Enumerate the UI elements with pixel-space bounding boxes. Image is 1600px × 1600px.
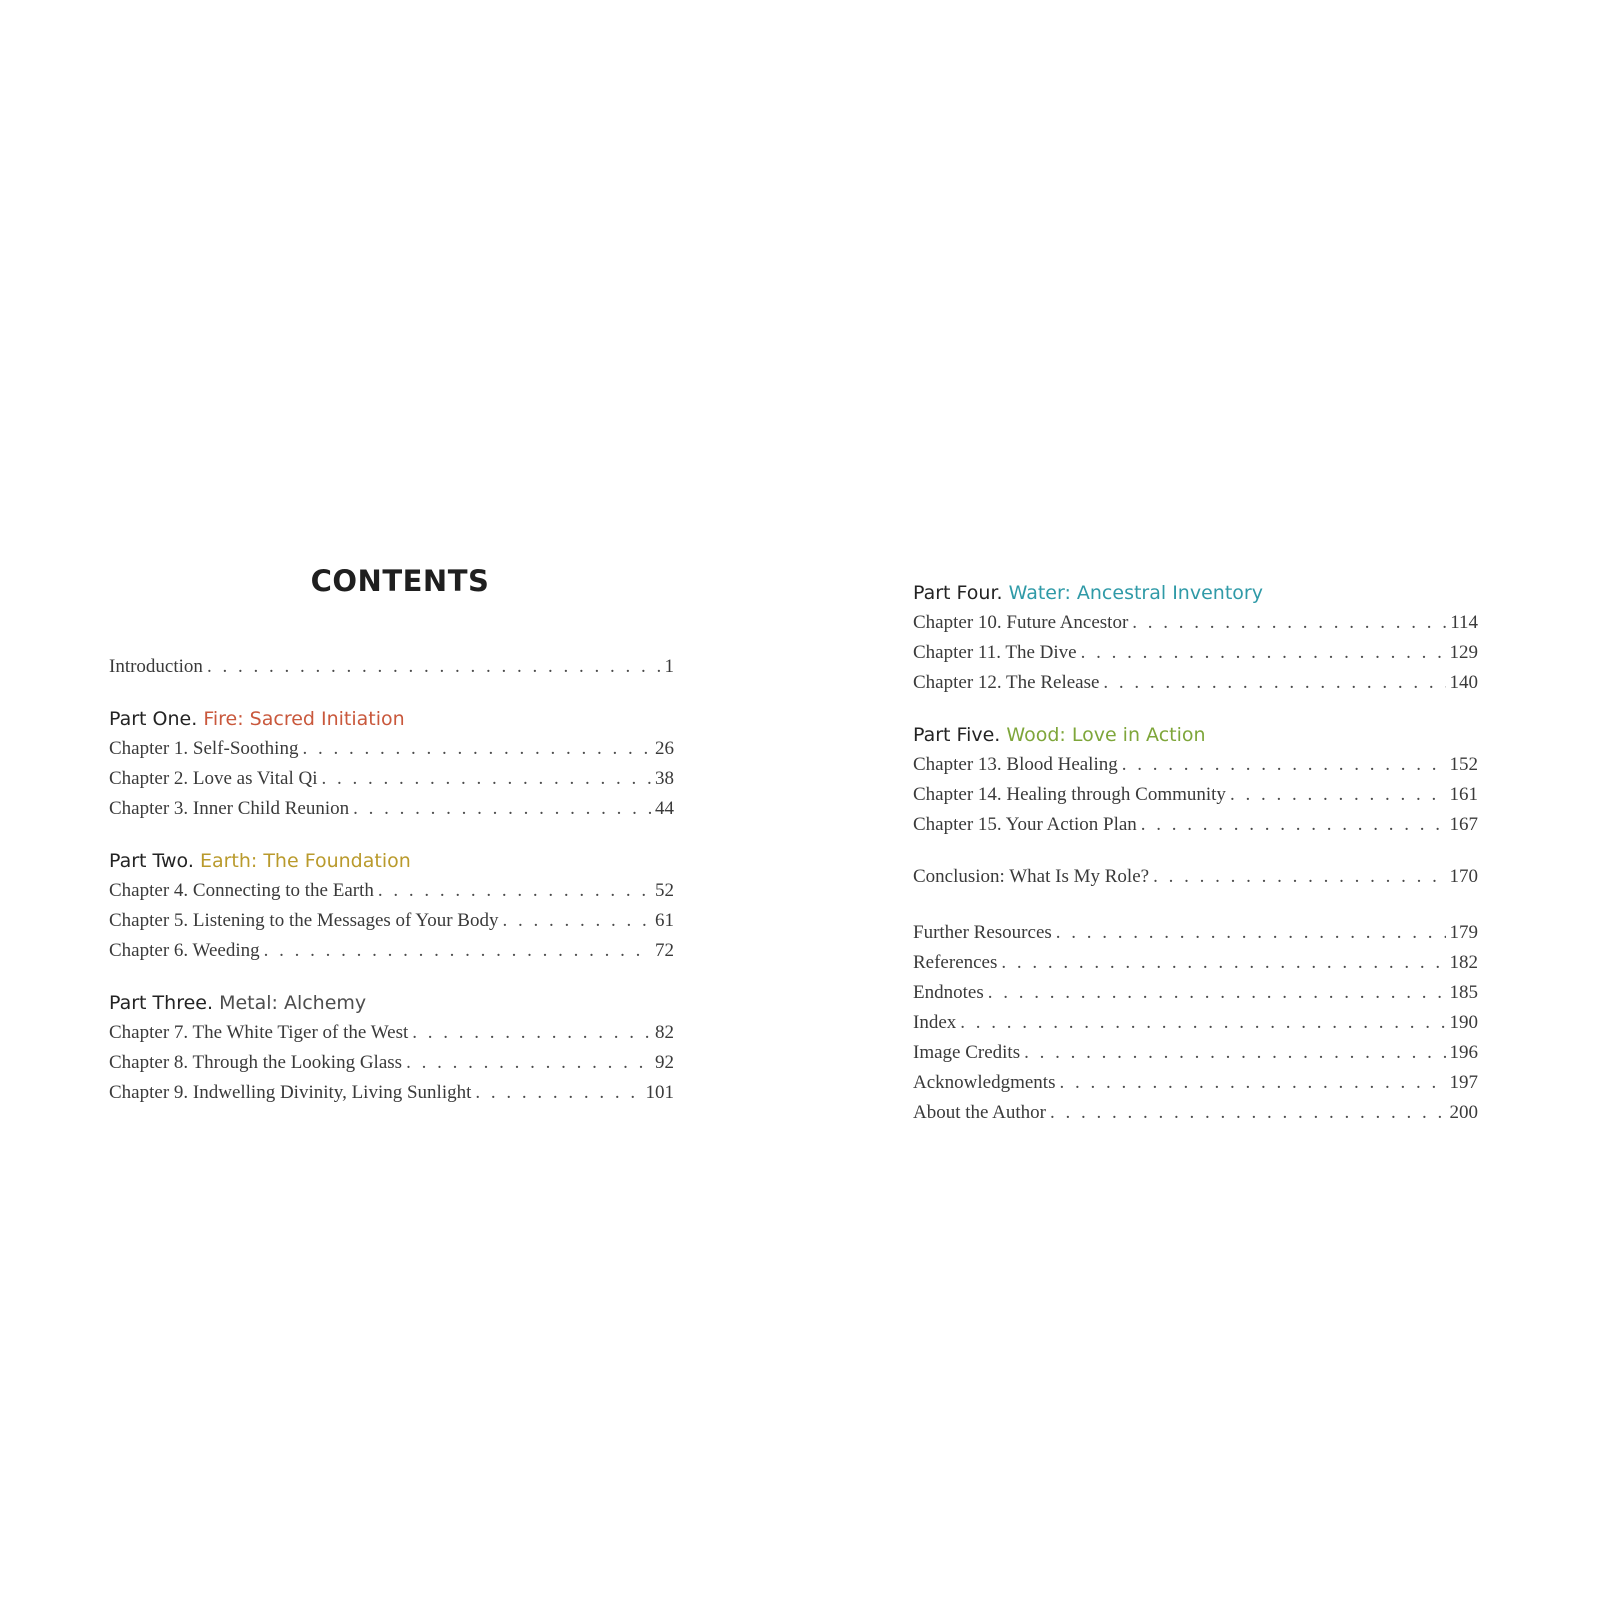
dot-leader [264,936,651,966]
part-label: Part Five. [913,724,1001,746]
toc-entry-chapter-12[interactable] [913,668,1478,698]
dot-leader [1001,948,1445,978]
toc-entry-title: Introduction [109,656,203,677]
dot-leader [207,652,661,682]
toc-entry-title: Endnotes [913,982,984,1003]
toc-page-number: 114 [1450,612,1478,633]
toc-page-number: 82 [655,1022,674,1043]
part-label: Part Four. [913,582,1003,604]
toc-page-number: 190 [1449,1012,1478,1033]
toc-entry-references[interactable] [913,948,1478,978]
toc-entry-title: Chapter 14. Healing through Community [913,784,1226,805]
toc-page-number: 140 [1449,672,1478,693]
toc-page-number: 179 [1449,922,1478,943]
part-label: Part Two. [109,850,194,872]
toc-entry-chapter-6[interactable] [109,936,674,966]
part-label: Part One. [109,708,198,730]
toc-page-number: 196 [1449,1042,1478,1063]
toc-entry-title: Image Credits [913,1042,1021,1063]
part-theme-water: Water: Ancestral Inventory [1008,582,1263,604]
toc-entry-further-resources[interactable] [913,918,1478,948]
dot-leader [988,978,1446,1008]
part-four-section [913,578,1478,698]
toc-entry-chapter-9[interactable] [109,1078,674,1108]
toc-entry-chapter-15[interactable] [913,810,1478,840]
dot-leader [412,1018,651,1048]
toc-page-number: 61 [655,910,674,931]
dot-leader [1103,668,1445,698]
dot-leader [378,876,651,906]
dot-leader [353,794,651,824]
dot-leader [1059,1068,1445,1098]
toc-entry-title: Further Resources [913,922,1052,943]
toc-entry-endnotes[interactable] [913,978,1478,1008]
back-matter-section [913,918,1478,1128]
toc-page-number: 182 [1449,952,1478,973]
part-two-heading[interactable] [109,846,674,876]
toc-entry-title: Chapter 4. Connecting to the Earth [109,880,374,901]
toc-page-number: 161 [1449,784,1478,805]
toc-entry-acknowledgments[interactable] [913,1068,1478,1098]
part-label: Part Three. [109,992,214,1014]
toc-entry-chapter-10[interactable] [913,608,1478,638]
part-three-heading[interactable] [109,988,674,1018]
toc-entry-chapter-2[interactable] [109,764,674,794]
toc-page-number: 185 [1449,982,1478,1003]
right-page [800,0,1600,1600]
toc-page-number: 170 [1449,866,1478,887]
toc-entry-title: About the Author [913,1102,1046,1123]
toc-entry-image-credits[interactable] [913,1038,1478,1068]
dot-leader [475,1078,641,1108]
toc-entry-title: Chapter 3. Inner Child Reunion [109,798,350,819]
toc-entry-title: Chapter 15. Your Action Plan [913,814,1137,835]
toc-page-number: 167 [1449,814,1478,835]
toc-entry-title: Chapter 12. The Release [913,672,1100,693]
toc-entry-index[interactable] [913,1008,1478,1038]
toc-entry-chapter-4[interactable] [109,876,674,906]
part-five-heading[interactable] [913,720,1478,750]
toc-entry-title: References [913,952,998,973]
dot-leader [1056,918,1446,948]
toc-entry-title: Chapter 8. Through the Looking Glass [109,1052,403,1073]
dot-leader [302,734,651,764]
toc-page-number: 26 [655,738,674,759]
toc-entry-title: Chapter 9. Indwelling Divinity, Living Sunlight [109,1082,472,1103]
toc-page-number: 72 [655,940,674,961]
toc-page-number: 197 [1449,1072,1478,1093]
toc-entry-chapter-14[interactable] [913,780,1478,810]
toc-entry-title: Chapter 5. Listening to the Messages of Your Body [109,910,499,931]
toc-entry-chapter-5[interactable] [109,906,674,936]
conclusion-entry [913,862,1478,892]
toc-page-number: 129 [1449,642,1478,663]
dot-leader [1122,750,1446,780]
toc-entry-title: Index [913,1012,957,1033]
toc-entry-title: Chapter 7. The White Tiger of the West [109,1022,409,1043]
part-five-section [913,720,1478,840]
part-four-heading[interactable] [913,578,1478,608]
toc-entry-chapter-1[interactable] [109,734,674,764]
dot-leader [502,906,651,936]
toc-page-number: 92 [655,1052,674,1073]
part-theme-earth: Earth: The Foundation [199,850,411,872]
toc-entry-title: Acknowledgments [913,1072,1056,1093]
toc-page-number: 101 [645,1082,674,1103]
toc-entry-about-the-author[interactable] [913,1098,1478,1128]
toc-entry-chapter-7[interactable] [109,1018,674,1048]
introduction-entry[interactable] [109,652,674,682]
dot-leader [1141,810,1446,840]
dot-leader [960,1008,1445,1038]
part-theme-fire: Fire: Sacred Initiation [203,708,405,730]
dot-leader [1153,862,1445,892]
toc-entry-title: Chapter 10. Future Ancestor [913,612,1129,633]
toc-entry-title: Conclusion: What Is My Role? [913,866,1150,887]
toc-page-number: 152 [1449,754,1478,775]
toc-entry-title: Chapter 13. Blood Healing [913,754,1118,775]
toc-entry-chapter-3[interactable] [109,794,674,824]
toc-entry-title: Chapter 1. Self-Soothing [109,738,299,759]
part-two-section [109,846,674,966]
toc-entry-chapter-11[interactable] [913,638,1478,668]
part-three-section [109,988,674,1108]
toc-page-number: 52 [655,880,674,901]
part-theme-metal: Metal: Alchemy [219,992,367,1014]
dot-leader [1081,638,1446,668]
dot-leader [1024,1038,1445,1068]
dot-leader [1050,1098,1446,1128]
toc-entry-conclusion[interactable] [913,862,1478,892]
toc-entry-title: Chapter 11. The Dive [913,642,1077,663]
toc-page-number: 38 [655,768,674,789]
part-theme-wood: Wood: Love in Action [1006,724,1206,746]
dot-leader [322,764,651,794]
part-one-heading[interactable] [109,704,674,734]
toc-page-number: 1 [664,656,674,677]
part-one-section [109,704,674,824]
toc-entry-introduction[interactable] [109,652,674,682]
toc-entry-title: Chapter 2. Love as Vital Qi [109,768,318,789]
dot-leader [1132,608,1446,638]
contents-title: CONTENTS [310,564,490,598]
toc-entry-chapter-13[interactable] [913,750,1478,780]
toc-page-number: 200 [1449,1102,1478,1123]
toc-entry-title: Chapter 6. Weeding [109,940,260,961]
dot-leader [406,1048,651,1078]
toc-entry-chapter-8[interactable] [109,1048,674,1078]
dot-leader [1230,780,1446,810]
toc-page-number: 44 [655,798,674,819]
